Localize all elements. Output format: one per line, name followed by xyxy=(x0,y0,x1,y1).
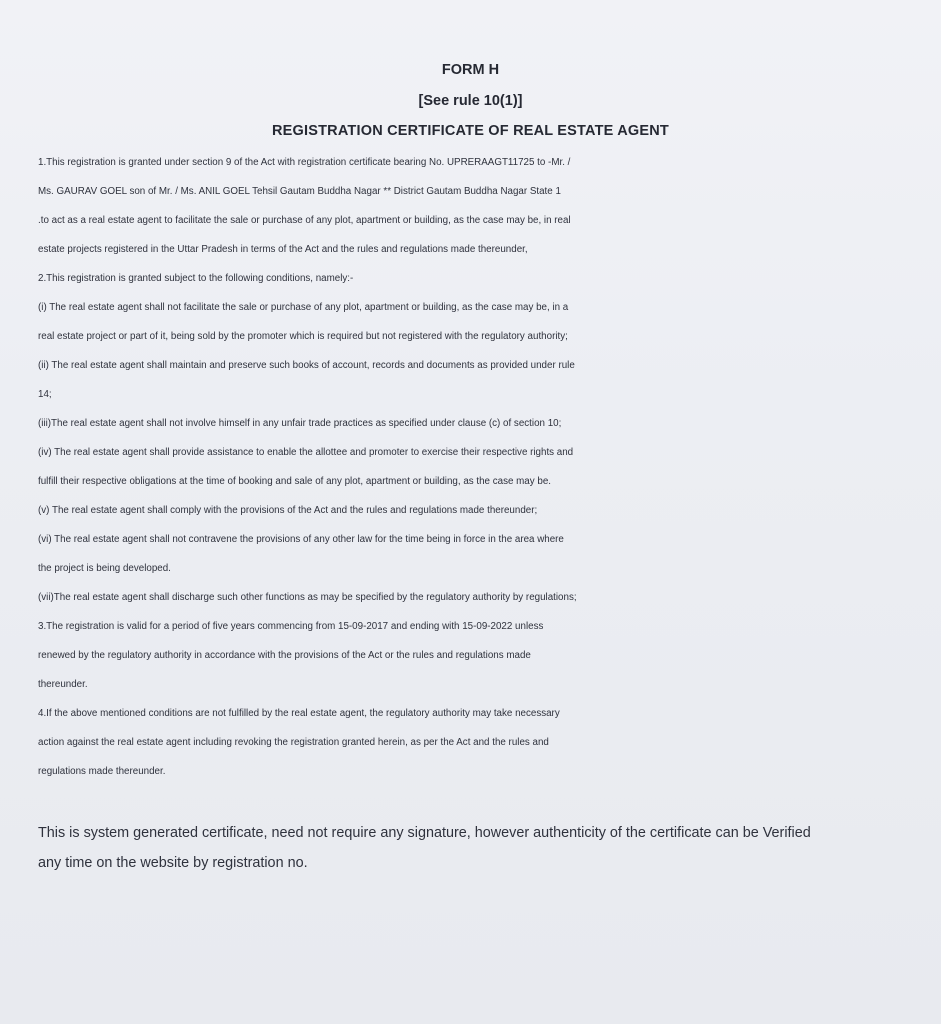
body-line: (ii) The real estate agent shall maintain and preserve such books of account, records and documents as provided under rule xyxy=(38,360,575,371)
form-title: FORM H xyxy=(441,62,500,78)
body-line: (iii)The real estate agent shall not involve himself in any unfair trade practices as specified under clause (c) of section 10; xyxy=(38,418,562,429)
body-line: .to act as a real estate agent to facilitate the sale or purchase of any plot, apartment or building, as the case may be, in real xyxy=(38,215,571,226)
rule-reference: [See rule 10(1)] xyxy=(418,93,523,109)
body-line: regulations made thereunder. xyxy=(38,766,166,777)
certificate-title: REGISTRATION CERTIFICATE OF REAL ESTATE AGENT xyxy=(271,123,669,139)
body-line: (vi) The real estate agent shall not contravene the provisions of any other law for the time being in force in the area where xyxy=(38,534,564,545)
certificate-body xyxy=(38,148,938,786)
system-generated-note xyxy=(38,818,918,878)
body-line: real estate project or part of it, being sold by the promoter which is required but not registered with the regulatory authority; xyxy=(38,331,568,342)
body-line: Ms. GAURAV GOEL son of Mr. / Ms. ANIL GOEL Tehsil Gautam Buddha Nagar ** District Gautam Buddha Nagar State 1 xyxy=(38,186,561,197)
body-line: fulfill their respective obligations at the time of booking and sale of any plot, apartment or building, as the case may be. xyxy=(38,476,551,487)
body-line: (v) The real estate agent shall comply with the provisions of the Act and the rules and regulations made thereunder; xyxy=(38,505,538,516)
body-line: estate projects registered in the Uttar Pradesh in terms of the Act and the rules and regulations made thereunder, xyxy=(38,244,528,255)
body-line: 14; xyxy=(38,389,52,400)
body-line: thereunder. xyxy=(38,679,88,690)
body-line: 4.If the above mentioned conditions are not fulfilled by the real estate agent, the regulatory authority may take necessary xyxy=(38,708,560,719)
body-line: 2.This registration is granted subject to the following conditions, namely:- xyxy=(38,273,354,284)
body-line: (iv) The real estate agent shall provide assistance to enable the allottee and promoter to exercise their respective rights and xyxy=(38,447,574,458)
body-line: (vii)The real estate agent shall discharge such other functions as may be specified by the regulatory authority by regulations; xyxy=(38,592,577,603)
footer-line: any time on the website by registration no. xyxy=(38,855,308,871)
body-line: 1.This registration is granted under section 9 of the Act with registration certificate bearing No. UPRERAAGT11725 to -Mr. / xyxy=(38,157,571,168)
body-line: 3.The registration is valid for a period of five years commencing from 15-09-2017 and ending with 15-09-2022 unless xyxy=(38,621,544,632)
body-line: the project is being developed. xyxy=(38,563,171,574)
body-line: renewed by the regulatory authority in accordance with the provisions of the Act or the rules and regulations made xyxy=(38,650,531,661)
body-line: (i) The real estate agent shall not facilitate the sale or purchase of any plot, apartment or building, as the case may be, in a xyxy=(38,302,569,313)
footer-line: This is system generated certificate, need not require any signature, however authenticity of the certificate can be Verified xyxy=(38,825,811,841)
body-line: action against the real estate agent including revoking the registration granted herein, as per the Act and the rules and xyxy=(38,737,549,748)
